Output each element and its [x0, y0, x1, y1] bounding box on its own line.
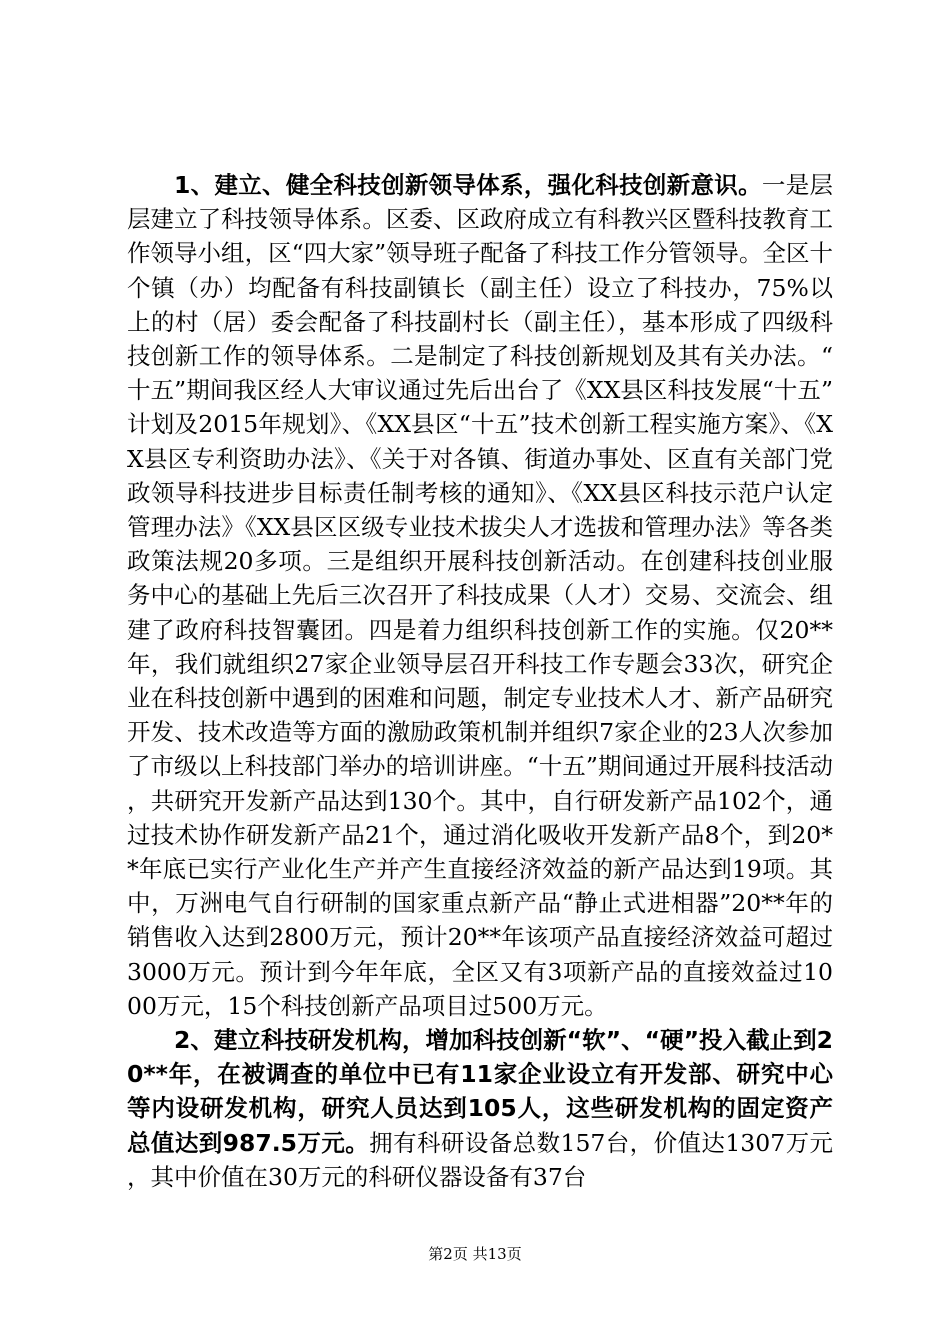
paragraph-1	[127, 168, 833, 1023]
paragraph-2-text: 拥有科研设备总数157台，价值达1307万元，其中价值在30万元的科研仪器设备有37台	[127, 1128, 833, 1191]
page-footer: 第2页 共13页	[428, 1245, 522, 1263]
paragraph-2	[127, 1023, 833, 1194]
paragraph-1-heading: 1、建立、健全科技创新领导体系，强化科技创新意识。	[174, 171, 762, 199]
document-body	[127, 168, 833, 1194]
paragraph-1-text: 一是层层建立了科技领导体系。区委、区政府成立有科教兴区暨科技教育工作领导小组，区“四大家”领导班子配备了科技工作分管领导。全区十个镇（办）均配备有科技副镇长（副主任）设立了科技办，75%以上的村（居）委会配备了科技副村长（副主任），基本形成了四级科技创新工作的领导体系。二是制定了科技创新规划及其有关办法。“十五”期间我区经人大审议通过先后出台了《XX县区科技发展“十五”计划及2015年规划》、《XX县区“十五”技术创新工程实施方案》、《XX县区专利资助办法》、《关于对各镇、街道办事处、区直有关部门党政领导科技进步目标责任制考核的通知》、《XX县区科技示范户认定管理办法》《XX县区区级专业技术拔尖人才选拔和管理办法》等各类政策法规20多项。三是组织开展科技创新活动。在创建科技创业服务中心的基础上先后三次召开了科技成果（人才）交易、交流会、组建了政府科技智囊团。四是着力组织科技创新工作的实施。仅20**年，我们就组织27家企业领导层召开科技工作专题会33次，研究企业在科技创新中遇到的困难和问题，制定专业技术人才、新产品研究开发、技术改造等方面的激励政策机制并组织7家企业的23人次参加了市级以上科技部门举办的培训讲座。“十五”期间通过开展科技活动，共研究开发新产品达到130个。其中，自行研发新产品102个，通过技术协作研发新产品21个，通过消化吸收开发新产品8个，到20**年底已实行产业化生产并产生直接经济效益的新产品达到19项。其中，万洲电气自行研制的国家重点新产品“静止式进相器”20**年的销售收入达到2800万元，预计20**年该项产品直接经济效益可超过3000万元。预计到今年年底，全区又有3项新产品的直接效益过1000万元，15个科技创新产品项目过500万元。	[127, 171, 833, 1020]
paragraph-2-heading: 2、建立科技研发机构，增加科技创新“软”、“硬”投入截止到20**年，在被调查的单位中已有11家企业设立有开发部、研究中心等内设研发机构，研究人员达到105人，这些研发机构的固定资产总值达到987.5万元。	[127, 1026, 833, 1157]
